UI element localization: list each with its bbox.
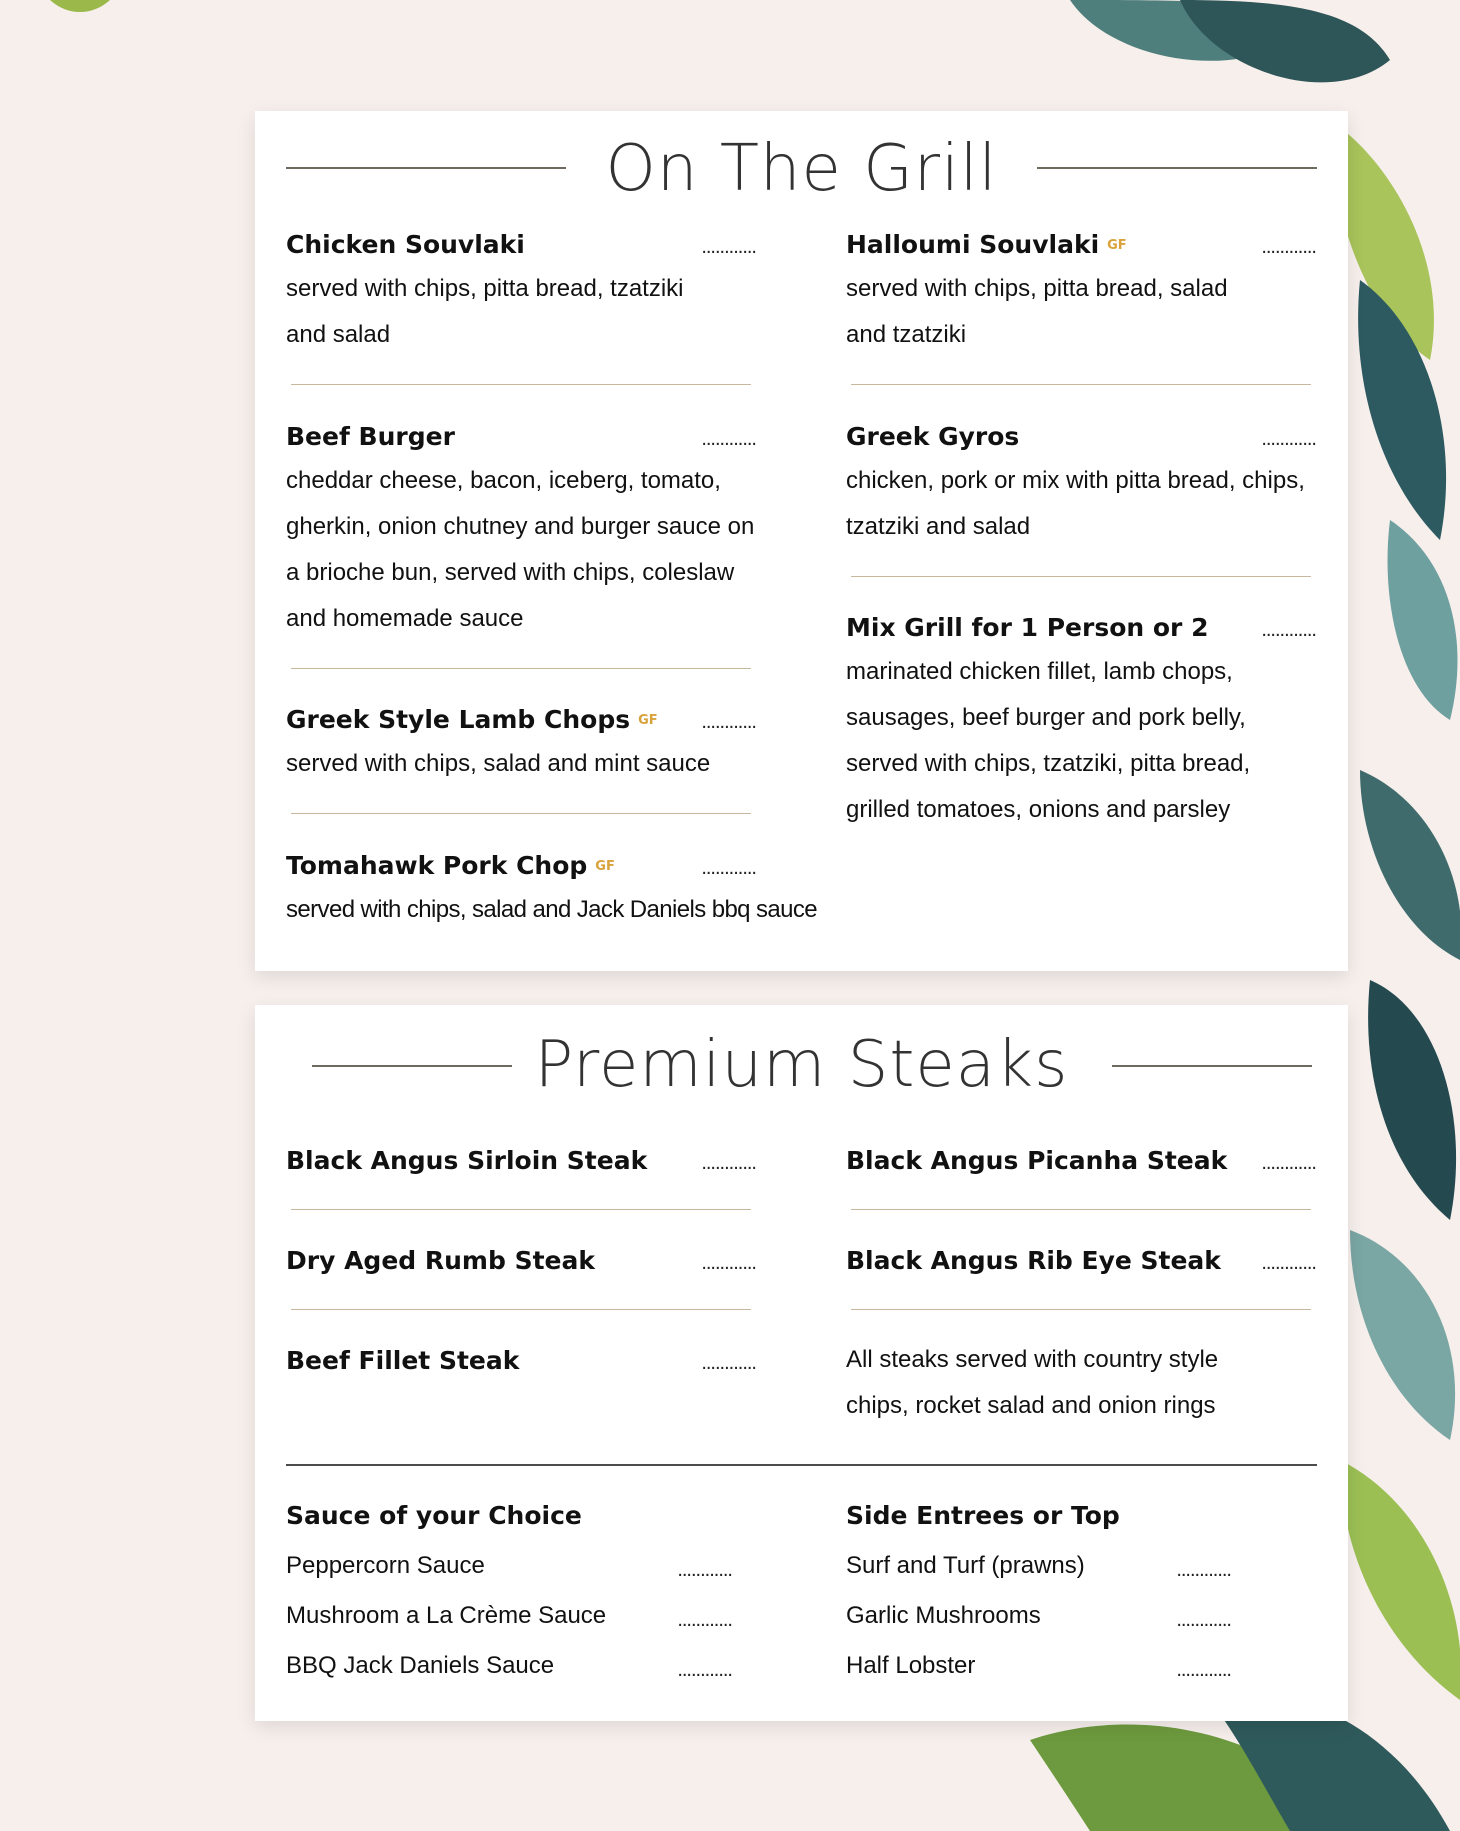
sauce-item: [286, 1591, 732, 1641]
grill-heading: On The Grill: [605, 132, 998, 206]
side-name: Garlic Mushrooms: [846, 1602, 1041, 1629]
sauce-item: [286, 1541, 732, 1591]
sauce-name: Peppercorn Sauce: [286, 1552, 485, 1579]
item-price: ............: [1261, 1152, 1316, 1174]
item-description: marinated chicken fillet, lamb chops, sausages, beef burger and pork belly, served with chips, tzatziki, pitta bread, grilled tomatoes, onions and parsley: [846, 658, 1251, 823]
item-price: ............: [1261, 1252, 1316, 1274]
side-name: Surf and Turf (prawns): [846, 1552, 1085, 1579]
gf-badge: GF: [1107, 238, 1127, 253]
item-description: chicken, pork or mix with pitta bread, chips, tzatziki and salad: [846, 467, 1305, 540]
side-price: ............: [1176, 1609, 1231, 1631]
heading-rule-right: [1112, 1065, 1312, 1067]
gf-badge: GF: [595, 859, 615, 874]
item-price: ............: [701, 236, 756, 258]
leaf-decoration-top-left: [50, 0, 110, 14]
menu-item-beef-burger: [286, 420, 756, 642]
item-name: Black Angus Sirloin Steak: [286, 1146, 648, 1175]
item-name: Black Angus Rib Eye Steak: [846, 1246, 1221, 1275]
sauce-name: BBQ Jack Daniels Sauce: [286, 1652, 555, 1679]
item-price: ............: [701, 1352, 756, 1374]
item-name: Beef Burger: [286, 422, 455, 451]
item-name: Greek Gyros: [846, 422, 1020, 451]
item-name: Mix Grill for 1 Person or 2: [846, 613, 1209, 642]
item-description: cheddar cheese, bacon, iceberg, tomato, gherkin, onion chutney and burger sauce on a brioche bun, served with chips, coleslaw and homemade sauce: [286, 467, 755, 632]
side-list: [846, 1499, 1231, 1691]
premium-steaks-card: [255, 1005, 1348, 1721]
heading-rule-right: [1037, 167, 1317, 169]
gf-badge: GF: [638, 713, 658, 728]
side-price: ............: [1176, 1559, 1231, 1581]
menu-item-tomahawk-pork-chop: [286, 849, 818, 933]
menu-item-greek-style-lamb-chops: [286, 703, 756, 787]
steak-item-rib-eye: [846, 1244, 1316, 1278]
item-description: served with chips, salad and Jack Daniels bbq sauce: [286, 896, 818, 923]
item-name: Black Angus Picanha Steak: [846, 1146, 1228, 1175]
steaks-note: All steaks served with country style chips, rocket salad and onion rings: [846, 1346, 1219, 1419]
sauce-item: [286, 1641, 732, 1691]
sauce-price: ............: [677, 1559, 732, 1581]
item-price: ............: [701, 428, 756, 450]
item-description: served with chips, salad and mint sauce: [286, 750, 711, 777]
side-name: Half Lobster: [846, 1652, 976, 1679]
item-separator: [291, 668, 751, 669]
item-price: ............: [1261, 236, 1316, 258]
steak-item-picanha: [846, 1144, 1316, 1178]
side-title: Side Entrees or Top: [846, 1501, 1120, 1530]
side-item: [846, 1541, 1231, 1591]
item-separator: [291, 384, 751, 385]
item-price: ............: [1261, 619, 1316, 641]
item-separator: [851, 576, 1311, 577]
steak-item-sirloin: [286, 1144, 756, 1178]
item-description: served with chips, pitta bread, salad and tzatziki: [846, 275, 1228, 348]
item-name: Greek Style Lamb Chops: [286, 705, 631, 734]
menu-item-halloumi-souvlaki: [846, 228, 1316, 358]
steak-item-rumb: [286, 1244, 756, 1278]
item-name: Dry Aged Rumb Steak: [286, 1246, 595, 1275]
item-description: served with chips, pitta bread, tzatziki and salad: [286, 275, 684, 348]
sauce-title: Sauce of your Choice: [286, 1501, 582, 1530]
menu-item-greek-gyros: [846, 420, 1316, 550]
item-separator: [291, 813, 751, 814]
item-price: ............: [1261, 428, 1316, 450]
side-price: ............: [1176, 1659, 1231, 1681]
item-price: ............: [701, 1152, 756, 1174]
item-separator: [291, 1209, 751, 1210]
menu-item-chicken-souvlaki: [286, 228, 756, 358]
sauce-name: Mushroom a La Crème Sauce: [286, 1602, 607, 1629]
item-name: Chicken Souvlaki: [286, 230, 525, 259]
item-name: Halloumi Souvlaki: [846, 230, 1100, 259]
item-separator: [291, 1309, 751, 1310]
sauce-list: [286, 1499, 732, 1691]
item-separator: [851, 1309, 1311, 1310]
item-name: Beef Fillet Steak: [286, 1346, 520, 1375]
side-item: [846, 1641, 1231, 1691]
steak-item-fillet: [286, 1344, 756, 1378]
sauce-price: ............: [677, 1659, 732, 1681]
menu-item-mix-grill: [846, 611, 1316, 833]
steaks-heading: Premium Steaks: [534, 1028, 1069, 1102]
item-name: Tomahawk Pork Chop: [286, 851, 588, 880]
item-price: ............: [701, 711, 756, 733]
item-price: ............: [701, 857, 756, 879]
sauce-price: ............: [677, 1609, 732, 1631]
item-separator: [851, 1209, 1311, 1210]
on-the-grill-card: [255, 111, 1348, 971]
side-item: [846, 1591, 1231, 1641]
item-price: ............: [701, 1252, 756, 1274]
section-divider: [286, 1464, 1317, 1466]
item-separator: [851, 384, 1311, 385]
